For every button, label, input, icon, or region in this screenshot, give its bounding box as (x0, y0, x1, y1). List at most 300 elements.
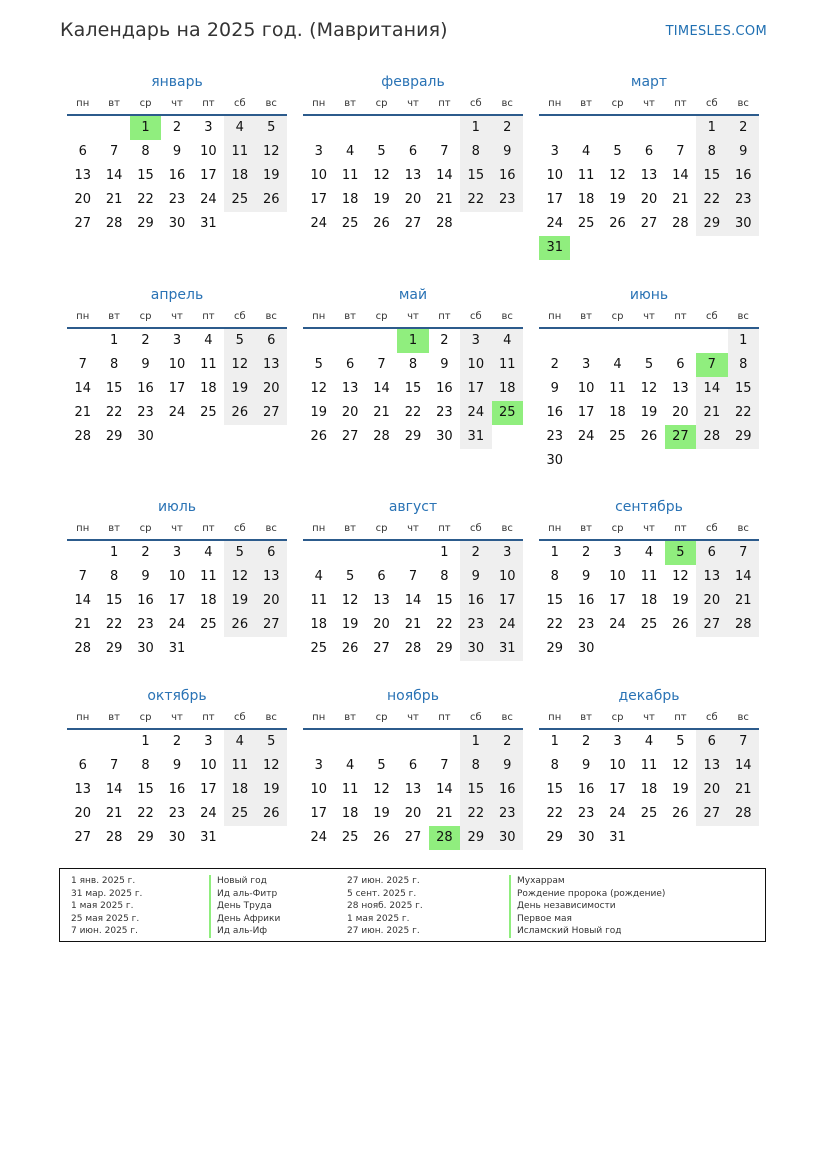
day-cell: 10 (168, 357, 186, 372)
legend-holiday-name: Ид аль-Иф (209, 925, 280, 938)
empty-cell (397, 541, 428, 565)
day-cell: 12 (341, 593, 359, 608)
day-cell: 28 (696, 425, 727, 449)
day-cell: 20 (404, 192, 422, 207)
day-cell: 30 (460, 637, 491, 661)
day-cell: 29 (546, 830, 563, 845)
weekday-label: чт (407, 712, 419, 723)
empty-cell (334, 541, 365, 565)
day-cell: 14 (373, 381, 390, 396)
weekday-label: вт (344, 311, 356, 322)
day-cell: 2 (550, 357, 559, 372)
day-cell: 9 (460, 565, 491, 589)
day-cell: 25 (640, 806, 658, 821)
day-cell: 11 (310, 593, 327, 608)
weekday-label: вт (344, 523, 356, 534)
day-cell: 15 (137, 782, 154, 797)
weekday-label: чт (171, 98, 183, 109)
day-cell: 2 (581, 545, 591, 560)
empty-cell (696, 329, 727, 353)
legend-holiday-name: Ид аль-Фитр (209, 888, 280, 901)
weekday-label: сб (233, 712, 246, 723)
day-cell: 4 (345, 758, 355, 773)
day-cell: 12 (672, 569, 689, 584)
empty-cell (366, 329, 397, 353)
month-block (539, 73, 759, 260)
day-cell: 17 (609, 782, 626, 797)
day-cell: 6 (696, 730, 727, 754)
day-cell: 7 (377, 357, 386, 372)
weekday-label: вс (265, 98, 277, 109)
day-grid (539, 329, 759, 473)
day-cell: 15 (546, 782, 563, 797)
day-cell: 13 (672, 381, 689, 396)
weekday-label: сб (469, 311, 482, 322)
day-cell: 13 (404, 168, 422, 183)
month-block (67, 73, 287, 236)
day-cell: 20 (341, 405, 359, 420)
weekday-label: сб (469, 98, 482, 109)
day-cell: 7 (78, 569, 87, 584)
day-cell: 6 (78, 144, 87, 159)
day-cell: 7 (728, 730, 759, 754)
day-cell: 23 (546, 429, 563, 444)
day-cell: 19 (224, 377, 255, 401)
day-grid (67, 730, 287, 850)
legend-holiday-name: Мухаррам (509, 875, 665, 888)
day-cell: 17 (168, 593, 186, 608)
day-cell: 18 (492, 377, 523, 401)
day-cell: 30 (168, 830, 186, 845)
day-cell: 10 (609, 569, 626, 584)
weekday-label: пт (438, 311, 451, 322)
weekday-label: чт (643, 311, 655, 322)
weekday-header (303, 521, 523, 537)
day-cell: 3 (613, 734, 622, 749)
day-cell: 26 (640, 429, 658, 444)
day-cell: 11 (224, 140, 255, 164)
day-cell: 24 (310, 216, 327, 231)
day-cell: 29 (137, 830, 154, 845)
day-cell: 14 (728, 754, 759, 778)
weekday-label: сб (705, 712, 718, 723)
day-cell: 2 (172, 120, 182, 135)
day-cell: 23 (168, 806, 186, 821)
month-block (67, 687, 287, 850)
weekday-label: вт (108, 98, 120, 109)
weekday-label: вт (108, 712, 120, 723)
weekday-label: пт (202, 523, 215, 534)
day-cell: 14 (436, 168, 453, 183)
day-cell: 25 (341, 830, 359, 845)
weekday-label: чт (643, 98, 655, 109)
holiday-day: 28 (429, 826, 460, 850)
legend-holiday-name: Рождение пророка (рождение) (509, 888, 665, 901)
day-cell: 8 (728, 353, 759, 377)
day-cell: 16 (492, 164, 523, 188)
day-cell: 27 (341, 429, 359, 444)
day-cell: 29 (546, 641, 563, 656)
day-cell: 7 (109, 758, 119, 773)
day-cell: 17 (310, 192, 327, 207)
day-cell: 5 (613, 144, 622, 159)
day-cell: 26 (672, 617, 689, 632)
day-cell: 25 (310, 641, 327, 656)
day-cell: 20 (256, 377, 287, 401)
day-cell: 27 (404, 830, 422, 845)
weekday-label: вс (737, 523, 749, 534)
day-cell: 5 (256, 730, 287, 754)
empty-cell (429, 730, 460, 754)
day-cell: 4 (204, 333, 213, 348)
day-cell: 19 (373, 192, 390, 207)
day-cell: 2 (141, 545, 150, 560)
weekday-label: вс (265, 311, 277, 322)
weekday-header (67, 309, 287, 325)
day-cell: 23 (137, 405, 154, 420)
day-cell: 5 (644, 357, 654, 372)
weekday-label: пт (202, 98, 215, 109)
day-cell: 10 (200, 144, 217, 159)
day-cell: 17 (609, 593, 626, 608)
day-cell: 17 (460, 377, 491, 401)
holiday-day: 27 (665, 425, 696, 449)
day-cell: 6 (408, 144, 418, 159)
day-cell: 8 (109, 569, 119, 584)
empty-cell (665, 329, 696, 353)
day-cell: 27 (256, 613, 287, 637)
weekday-header (539, 710, 759, 726)
empty-cell (633, 329, 664, 353)
weekday-label: вс (501, 523, 513, 534)
day-cell: 23 (460, 613, 491, 637)
legend-holiday-name: День Африки (209, 913, 280, 926)
day-cell: 28 (436, 216, 453, 231)
day-cell: 12 (256, 140, 287, 164)
day-cell: 21 (74, 405, 91, 420)
day-cell: 5 (377, 144, 386, 159)
empty-cell (570, 116, 601, 140)
day-cell: 8 (696, 140, 727, 164)
weekday-label: ср (611, 98, 624, 109)
day-cell: 27 (373, 641, 390, 656)
empty-cell (303, 329, 334, 353)
page-title: Календарь на 2025 год. (Мавритания) (60, 19, 448, 41)
day-grid (303, 329, 523, 449)
day-cell: 30 (137, 429, 154, 444)
day-cell: 3 (204, 120, 213, 135)
weekday-label: чт (171, 712, 183, 723)
day-cell: 12 (609, 168, 626, 183)
weekday-label: вс (501, 311, 513, 322)
day-grid (539, 730, 759, 850)
weekday-label: вс (737, 98, 749, 109)
day-cell: 14 (672, 168, 689, 183)
day-cell: 28 (74, 641, 91, 656)
empty-cell (397, 730, 428, 754)
month-block (539, 498, 759, 661)
weekday-label: пт (674, 98, 687, 109)
weekday-label: сб (233, 98, 246, 109)
weekday-label: пн (548, 712, 562, 723)
month-name: июнь (629, 287, 669, 303)
day-cell: 10 (460, 353, 491, 377)
weekday-label: сб (469, 523, 482, 534)
day-cell: 19 (640, 405, 658, 420)
month-name: август (388, 499, 438, 515)
day-cell: 11 (224, 754, 255, 778)
day-cell: 22 (460, 188, 491, 212)
day-cell: 25 (341, 216, 359, 231)
day-cell: 15 (436, 593, 453, 608)
legend-date: 27 июн. 2025 г. (347, 926, 420, 937)
empty-cell (334, 730, 365, 754)
day-cell: 22 (137, 806, 154, 821)
weekday-label: сб (705, 98, 718, 109)
day-cell: 10 (492, 565, 523, 589)
legend-date: 27 июн. 2025 г. (347, 876, 420, 886)
weekday-label: пн (76, 523, 90, 534)
empty-cell (334, 116, 365, 140)
day-cell: 19 (341, 617, 359, 632)
empty-cell (602, 116, 633, 140)
day-cell: 16 (137, 381, 154, 396)
day-cell: 23 (492, 802, 523, 826)
day-cell: 22 (460, 802, 491, 826)
day-cell: 23 (577, 806, 595, 821)
day-cell: 21 (105, 806, 123, 821)
day-cell: 24 (609, 617, 626, 632)
day-cell: 28 (404, 641, 422, 656)
empty-cell (303, 730, 334, 754)
day-cell: 18 (609, 405, 626, 420)
day-cell: 25 (200, 405, 217, 420)
day-cell: 19 (256, 778, 287, 802)
empty-cell (366, 730, 397, 754)
day-cell: 9 (550, 381, 559, 396)
day-cell: 22 (404, 405, 422, 420)
day-cell: 17 (310, 806, 327, 821)
weekday-header (67, 521, 287, 537)
day-cell: 8 (440, 569, 449, 584)
weekday-label: ср (375, 712, 388, 723)
weekday-label: пн (312, 712, 326, 723)
day-cell: 20 (672, 405, 689, 420)
day-cell: 31 (460, 425, 491, 449)
day-cell: 24 (460, 401, 491, 425)
day-cell: 26 (373, 830, 390, 845)
day-cell: 30 (546, 453, 563, 468)
day-cell: 24 (200, 192, 217, 207)
day-cell: 29 (137, 216, 154, 231)
weekday-label: пт (438, 712, 451, 723)
holiday-legend (59, 868, 766, 942)
weekday-label: вс (737, 311, 749, 322)
weekday-header (303, 309, 523, 325)
day-cell: 9 (440, 357, 449, 372)
day-grid (303, 116, 523, 236)
day-cell: 21 (105, 192, 123, 207)
day-cell: 13 (696, 754, 727, 778)
day-cell: 18 (200, 381, 217, 396)
empty-cell (602, 329, 633, 353)
day-cell: 23 (492, 188, 523, 212)
day-cell: 1 (550, 545, 559, 560)
legend-date: 7 июн. 2025 г. (71, 926, 138, 937)
day-cell: 5 (314, 357, 323, 372)
weekday-label: вт (108, 311, 120, 322)
day-cell: 16 (577, 782, 595, 797)
weekday-label: вт (344, 712, 356, 723)
day-cell: 28 (373, 429, 390, 444)
day-cell: 27 (74, 830, 91, 845)
weekday-label: вт (580, 311, 592, 322)
day-cell: 19 (672, 782, 689, 797)
day-cell: 28 (728, 802, 759, 826)
month-name: май (398, 287, 428, 303)
day-cell: 20 (74, 192, 91, 207)
holiday-day: 1 (397, 329, 428, 353)
day-cell: 28 (728, 613, 759, 637)
day-cell: 21 (404, 617, 422, 632)
day-cell: 12 (224, 565, 255, 589)
day-cell: 22 (546, 806, 563, 821)
weekday-label: вт (580, 98, 592, 109)
day-cell: 21 (436, 192, 453, 207)
legend-holiday-name: День Труда (209, 900, 280, 913)
day-cell: 3 (172, 333, 182, 348)
empty-cell (67, 116, 98, 140)
day-cell: 29 (728, 425, 759, 449)
weekday-header (67, 96, 287, 112)
day-cell: 8 (109, 357, 119, 372)
day-cell: 30 (137, 641, 154, 656)
day-cell: 19 (310, 405, 327, 420)
day-cell: 12 (310, 381, 327, 396)
day-cell: 13 (256, 565, 287, 589)
day-cell: 16 (436, 381, 453, 396)
month-name: октябрь (147, 688, 207, 704)
day-cell: 16 (137, 593, 154, 608)
weekday-label: сб (705, 311, 718, 322)
day-cell: 3 (613, 545, 622, 560)
empty-cell (67, 329, 98, 353)
day-cell: 13 (74, 168, 91, 183)
day-cell: 2 (492, 116, 523, 140)
weekday-label: ср (375, 523, 388, 534)
day-cell: 10 (310, 168, 327, 183)
day-cell: 19 (256, 164, 287, 188)
day-cell: 15 (546, 593, 563, 608)
holiday-day: 25 (492, 401, 523, 425)
day-cell: 1 (460, 730, 491, 754)
day-cell: 9 (581, 569, 591, 584)
day-grid (303, 730, 523, 850)
day-cell: 8 (460, 140, 491, 164)
legend-names-left (209, 875, 280, 938)
weekday-label: чт (171, 311, 183, 322)
day-cell: 17 (492, 589, 523, 613)
day-cell: 16 (168, 168, 186, 183)
day-cell: 4 (613, 357, 622, 372)
day-cell: 10 (577, 381, 595, 396)
weekday-label: вс (265, 712, 277, 723)
day-cell: 25 (200, 617, 217, 632)
day-cell: 18 (200, 593, 217, 608)
weekday-label: ср (139, 712, 152, 723)
day-cell: 14 (74, 381, 91, 396)
day-cell: 9 (728, 140, 759, 164)
day-cell: 11 (640, 758, 658, 773)
day-cell: 20 (696, 589, 727, 613)
day-cell: 13 (404, 782, 422, 797)
day-cell: 5 (224, 329, 255, 353)
day-cell: 4 (644, 734, 654, 749)
empty-cell (67, 730, 98, 754)
day-cell: 4 (314, 569, 323, 584)
weekday-label: вс (737, 712, 749, 723)
day-cell: 18 (341, 192, 359, 207)
day-cell: 24 (546, 216, 563, 231)
day-cell: 8 (408, 357, 418, 372)
day-cell: 11 (492, 353, 523, 377)
weekday-header (303, 96, 523, 112)
day-cell: 13 (341, 381, 359, 396)
day-cell: 26 (609, 216, 626, 231)
day-cell: 3 (172, 545, 182, 560)
day-cell: 20 (404, 806, 422, 821)
weekday-label: пн (76, 311, 90, 322)
day-cell: 15 (404, 381, 422, 396)
month-name: январь (151, 74, 203, 90)
day-cell: 30 (577, 830, 595, 845)
day-cell: 26 (224, 401, 255, 425)
day-cell: 21 (436, 806, 453, 821)
day-cell: 21 (728, 778, 759, 802)
day-cell: 10 (168, 569, 186, 584)
day-cell: 3 (550, 144, 559, 159)
day-cell: 23 (168, 192, 186, 207)
day-cell: 14 (728, 565, 759, 589)
day-cell: 26 (256, 188, 287, 212)
weekday-label: чт (171, 523, 183, 534)
month-block (303, 73, 523, 236)
day-cell: 20 (74, 806, 91, 821)
day-cell: 7 (109, 144, 119, 159)
day-grid (539, 116, 759, 260)
weekday-label: пт (202, 712, 215, 723)
weekday-label: сб (469, 712, 482, 723)
day-cell: 20 (696, 778, 727, 802)
day-cell: 2 (141, 333, 150, 348)
day-cell: 15 (696, 164, 727, 188)
day-cell: 24 (200, 806, 217, 821)
day-cell: 26 (341, 641, 359, 656)
site-link[interactable]: TIMESLES.COM (665, 24, 767, 39)
month-name: декабрь (618, 688, 680, 704)
empty-cell (334, 329, 365, 353)
day-cell: 27 (256, 401, 287, 425)
day-cell: 6 (78, 758, 87, 773)
day-cell: 8 (550, 758, 559, 773)
day-cell: 7 (408, 569, 418, 584)
holiday-day: 5 (665, 541, 696, 565)
day-cell: 25 (224, 802, 255, 826)
day-cell: 20 (256, 589, 287, 613)
month-block (67, 498, 287, 661)
weekday-label: вт (580, 523, 592, 534)
legend-date: 1 мая 2025 г. (347, 913, 410, 924)
